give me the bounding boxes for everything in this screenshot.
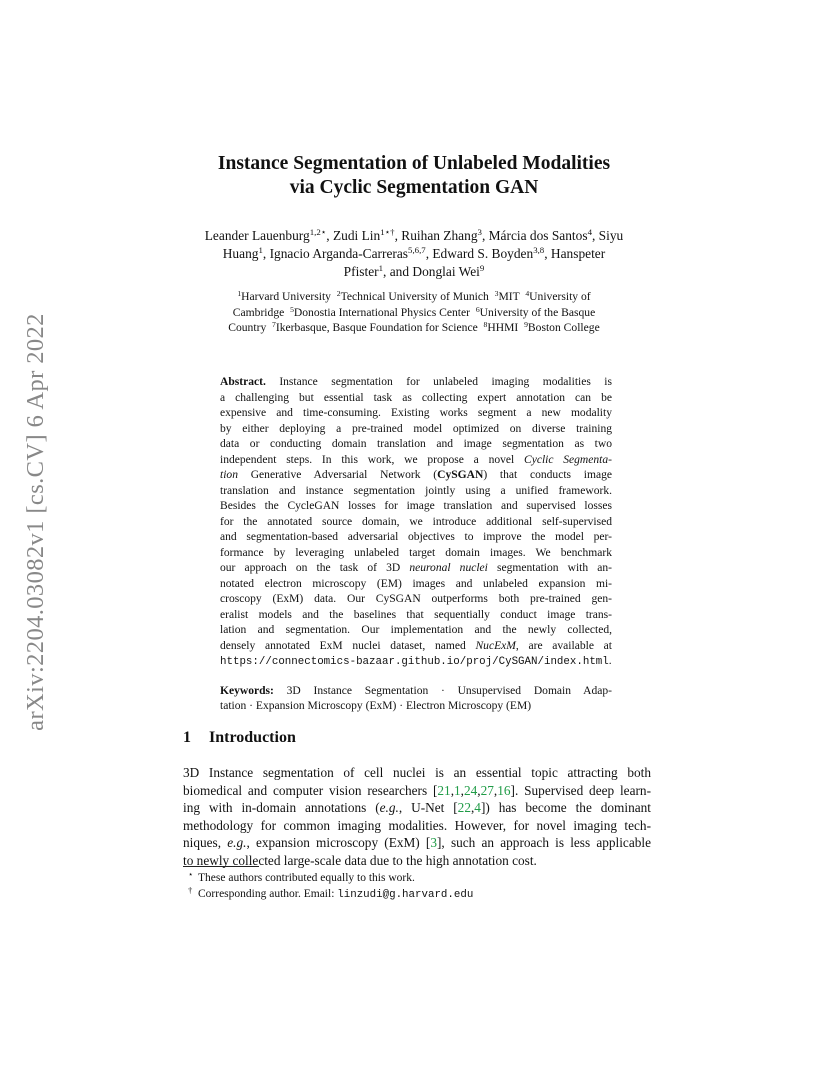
abstract-text: ) that conducts image [483, 469, 612, 481]
footnote-divider [183, 866, 259, 867]
author-name: Huang [222, 246, 259, 261]
affiliation-marker: 4 [525, 288, 530, 298]
body-text: ]) has become the dominant [480, 800, 651, 815]
abstract-text: independent steps. In this work, we propose a novel [220, 453, 515, 466]
affiliation-name: Ikerbasque, Basque Foundation for Science [275, 321, 484, 334]
affiliation-marker: 2 [336, 288, 341, 298]
author-list [160, 227, 668, 281]
abstract-text: , are available at [515, 639, 612, 652]
affiliation-line [160, 289, 668, 305]
title-line: Instance Segmentation of Unlabeled Modalities [217, 153, 611, 174]
footnote-text: Corresponding author. Email: [198, 888, 338, 900]
affiliation-marker: 3 [494, 288, 499, 298]
body-line: to newly collected large-scale data due to the high annotation cost. [183, 852, 537, 868]
author-email-link[interactable]: linzudi@g.harvard.edu [337, 889, 474, 901]
abstract-text: densely annotated ExM nuclei dataset, named [220, 639, 476, 652]
abstract-line: by either deploying a pre-trained model optimized on diverse training [220, 422, 612, 435]
citation-link[interactable]: 3 [430, 835, 437, 850]
abstract-line [220, 561, 612, 577]
body-line: 3D Instance segmentation of cell nuclei is an essential topic attracting both [183, 765, 651, 780]
body-text: ing with in-domain annotations ( [183, 800, 380, 815]
body-line: ing with in-domain annotations (e.g., U-Net [22,4]) has become the dominant [183, 800, 651, 815]
abstract-line: lation and segmentation. Our implementation and the newly collected, [220, 624, 612, 636]
abstract-text: Instance segmentation for unlabeled imaging modalities is [279, 376, 613, 388]
keywords-line [220, 684, 612, 700]
abstract-line [220, 468, 612, 484]
abstract-line: for the annotated source domain, we introduce additional self-supervised [220, 515, 612, 528]
introduction-paragraph [183, 764, 651, 869]
citation-link[interactable]: 21 [437, 782, 451, 798]
section-number: 1 [183, 729, 191, 746]
paper-title [0, 152, 828, 200]
affiliation-name: HHMI [487, 321, 525, 334]
author-affiliation-marker: 1⋆† [380, 227, 395, 238]
author-name: , Márcia dos Santos [481, 228, 588, 243]
affiliation-marker: 7 [272, 319, 276, 329]
citation-link[interactable]: 27 [480, 782, 494, 798]
affiliation-name: Boston College [527, 321, 600, 334]
citation-link[interactable]: 22 [457, 800, 471, 815]
affiliation-marker: 9 [524, 319, 528, 329]
body-text: ], such an approach is less applicable [437, 835, 651, 850]
author-name: , Ruihan Zhang [394, 228, 478, 243]
author-name: Leander Lauenburg [204, 228, 310, 243]
author-line [160, 245, 668, 263]
abstract-text: Generative Adversarial Network ( [237, 469, 438, 481]
body-line: methodology for common imaging modalities. However, for novel imaging tech- [183, 817, 651, 833]
abstract-emphasis: Cyclic Segmenta- [524, 453, 612, 466]
keywords-line: tation · Expansion Microscopy (ExM) · Electron Microscopy (EM) [220, 700, 532, 712]
abstract-line [220, 639, 612, 655]
author-name: , Edward S. Boyden [425, 246, 534, 261]
abstract-line: Besides the CycleGAN losses for image translation and supervised losses [220, 500, 612, 512]
abstract [220, 375, 612, 715]
affiliation-line [160, 305, 668, 321]
keywords-label: Keywords: [220, 684, 274, 697]
abstract-line: translation and instance segmentation jointly using a unified framework. [220, 484, 612, 497]
abstract-line: eralist models and the baselines that sequentially conduct image trans- [220, 608, 612, 621]
author-affiliation-marker: 1,2⋆ [309, 227, 327, 238]
author-affiliation-marker: 1 [258, 245, 263, 256]
abstract-line: and segmentation-based adversarial objectives to improve the model per- [220, 531, 612, 543]
section-title: Introduction [209, 729, 296, 746]
footnotes [183, 870, 653, 903]
abstract-line: expensive and time-consuming. Existing works segment a new modality [220, 407, 612, 419]
abstract-line: data or conducting domain translation and image segmentation as two [220, 438, 612, 450]
body-line: biomedical and computer vision researchers [21,1,24,27,16]. Supervised deep learn- [183, 782, 651, 798]
author-affiliation-marker: 3 [477, 227, 482, 238]
abstract-emphasis: neuronal nuclei [409, 562, 488, 574]
affiliation-name: Country [228, 321, 273, 334]
author-name: , Zudi Lin [326, 228, 381, 243]
citation-link[interactable]: 24 [464, 782, 478, 798]
author-affiliation-marker: 1 [378, 263, 384, 274]
footnote-text: These authors contributed equally to this work. [198, 872, 415, 884]
author-name: , and Donglai Wei [383, 264, 480, 279]
affiliation-name: MIT [498, 290, 526, 303]
abstract-label: Abstract. [220, 376, 266, 388]
abstract-line: a challenging but essential task as collecting expert annotation can be [220, 391, 612, 404]
abstract-emphasis: tion [220, 469, 238, 481]
affiliation-marker: 5 [290, 304, 294, 314]
abstract-text: segmentation with an- [487, 562, 612, 574]
spacer [220, 671, 612, 684]
citation-link[interactable]: 1 [454, 782, 461, 798]
body-emphasis: e.g. [227, 835, 247, 850]
affiliation-name: Cambridge [232, 305, 291, 319]
abstract-line [220, 453, 612, 469]
affiliation-name: Harvard University [241, 290, 337, 303]
author-affiliation-marker: 5,6,7 [408, 245, 426, 256]
author-name: Pfister [343, 264, 379, 279]
cysgan-name: CySGAN [437, 469, 484, 481]
author-name: , Siyu [591, 228, 624, 243]
affiliation-marker: 6 [475, 304, 480, 314]
body-line [183, 834, 651, 852]
author-line [160, 263, 668, 281]
footnote: † Corresponding author. Email: linzudi@g.harvard.edu [188, 885, 474, 901]
affiliation-list [160, 289, 668, 336]
title-line: via Cyclic Segmentation GAN [289, 177, 539, 198]
section-heading [183, 729, 296, 747]
author-line [160, 227, 668, 245]
body-text: biomedical and computer vision researchers [ [183, 782, 438, 798]
affiliation-name: Donostia International Physics Center [293, 305, 476, 319]
abstract-line: notated electron microscopy (EM) images and unlabeled expansion mi- [220, 577, 612, 590]
author-affiliation-marker: 4 [587, 227, 592, 238]
affiliation-name: University of the Basque [479, 305, 596, 319]
body-text: , U-Net [ [398, 800, 458, 815]
author-name: , Hanspeter [544, 246, 606, 261]
citation-link[interactable]: 16 [497, 782, 511, 798]
body-emphasis: e.g. [379, 800, 399, 815]
affiliation-line [160, 320, 668, 336]
affiliation-name: University of [529, 290, 591, 303]
arxiv-identifier-stamp: arXiv:2204.03082v1 [cs.CV] 6 Apr 2022 [22, 313, 49, 731]
dataset-name: NucExM [475, 639, 516, 652]
keywords-text: 3D Instance Segmentation · Unsupervised Domain Adap- [286, 684, 612, 697]
body-text: , expansion microscopy (ExM) [ [246, 835, 431, 850]
abstract-line: formance by leveraging unlabeled target domain images. We benchmark [220, 546, 612, 559]
project-url-link[interactable]: https://connectomics-bazaar.github.io/proj/CySGAN/index.html [220, 656, 609, 668]
abstract-line [220, 375, 612, 391]
abstract-text: . [608, 655, 612, 667]
author-name: , Ignacio Arganda-Carreras [262, 246, 409, 261]
body-text: ]. Supervised deep learn- [510, 782, 651, 798]
affiliation-name: Technical University of Munich [340, 290, 495, 303]
affiliation-marker: 8 [483, 319, 488, 329]
abstract-text: our approach on the task of 3D [220, 562, 410, 574]
author-affiliation-marker: 9 [479, 263, 485, 274]
abstract-line: croscopy (ExM) data. Our CySGAN outperforms both pre-trained gen- [220, 593, 612, 605]
author-affiliation-marker: 3,8 [533, 245, 545, 256]
abstract-line [220, 654, 612, 671]
affiliation-marker: 1 [237, 288, 242, 298]
footnote: ⋆ These authors contributed equally to this work. [188, 869, 415, 884]
citation-link[interactable]: 4 [474, 800, 481, 815]
body-text: niques, [183, 835, 228, 850]
